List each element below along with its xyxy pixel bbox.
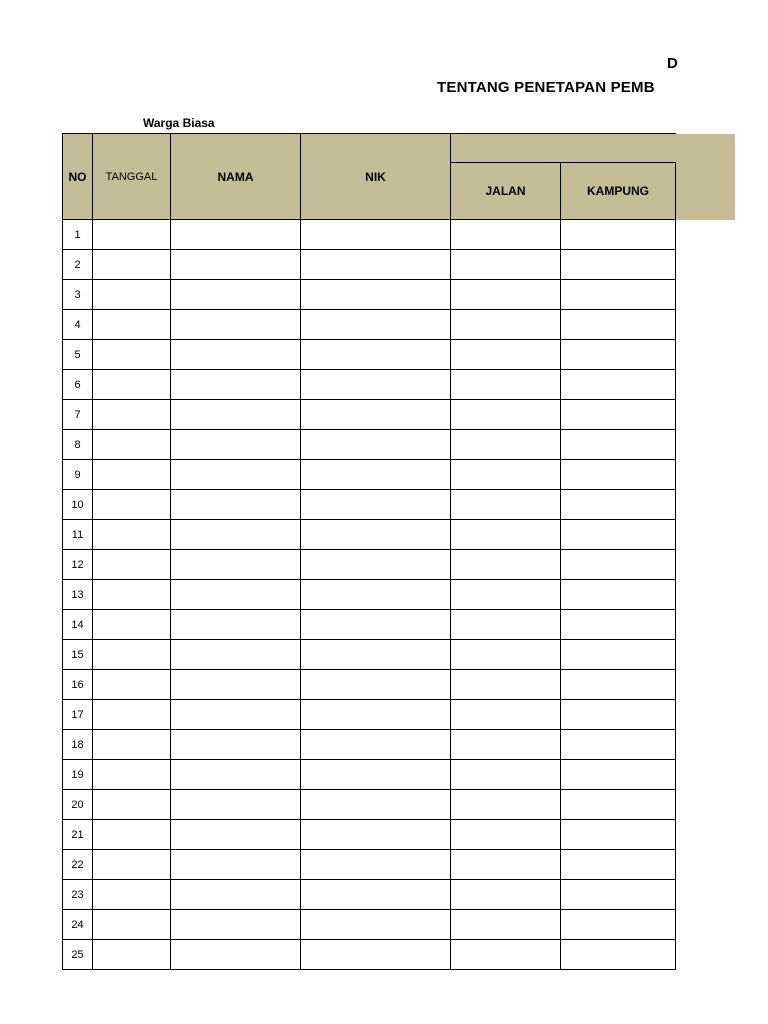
cell-nama[interactable] <box>171 730 301 760</box>
cell-tanggal[interactable] <box>93 250 171 280</box>
table-row <box>63 460 676 490</box>
cell-jalan[interactable] <box>451 460 561 490</box>
cell-nik[interactable] <box>301 880 451 910</box>
cell-jalan[interactable] <box>451 340 561 370</box>
cell-jalan[interactable] <box>451 760 561 790</box>
table-row <box>63 520 676 550</box>
table-row <box>63 490 676 520</box>
cell-nik[interactable] <box>301 400 451 430</box>
column-header-nama: NAMA <box>171 134 301 220</box>
cell-kampung[interactable] <box>561 310 676 340</box>
table-row <box>63 580 676 610</box>
cell-kampung[interactable] <box>561 340 676 370</box>
cell-tanggal[interactable] <box>93 790 171 820</box>
cell-tanggal[interactable] <box>93 460 171 490</box>
cell-tanggal[interactable] <box>93 760 171 790</box>
cell-no: 1 <box>63 220 93 250</box>
table-row <box>63 430 676 460</box>
cell-kampung[interactable] <box>561 550 676 580</box>
cell-nik[interactable] <box>301 730 451 760</box>
cell-nik[interactable] <box>301 550 451 580</box>
cell-no: 7 <box>63 400 93 430</box>
cell-jalan[interactable] <box>451 280 561 310</box>
cell-jalan[interactable] <box>451 730 561 760</box>
cell-nama[interactable] <box>171 910 301 940</box>
cell-tanggal[interactable] <box>93 400 171 430</box>
cell-nama[interactable] <box>171 640 301 670</box>
cell-nik[interactable] <box>301 760 451 790</box>
cell-kampung[interactable] <box>561 520 676 550</box>
table-row <box>63 370 676 400</box>
cell-nik[interactable] <box>301 790 451 820</box>
cell-no: 5 <box>63 340 93 370</box>
cell-jalan[interactable] <box>451 370 561 400</box>
cell-no: 25 <box>63 940 93 970</box>
column-group-header <box>451 134 676 163</box>
cell-nik[interactable] <box>301 610 451 640</box>
cell-kampung[interactable] <box>561 670 676 700</box>
cell-kampung[interactable] <box>561 220 676 250</box>
cell-jalan[interactable] <box>451 520 561 550</box>
cell-tanggal[interactable] <box>93 910 171 940</box>
cell-jalan[interactable] <box>451 910 561 940</box>
cell-nik[interactable] <box>301 340 451 370</box>
cell-tanggal[interactable] <box>93 880 171 910</box>
cell-tanggal[interactable] <box>93 520 171 550</box>
cell-no: 11 <box>63 520 93 550</box>
cell-nama[interactable] <box>171 790 301 820</box>
cell-jalan[interactable] <box>451 220 561 250</box>
cell-no: 21 <box>63 820 93 850</box>
sheet-subtitle: Warga Biasa <box>143 116 215 130</box>
cell-kampung[interactable] <box>561 280 676 310</box>
cell-kampung[interactable] <box>561 940 676 970</box>
cell-nama[interactable] <box>171 310 301 340</box>
cell-tanggal[interactable] <box>93 640 171 670</box>
cell-nik[interactable] <box>301 910 451 940</box>
cell-nama[interactable] <box>171 580 301 610</box>
cell-no: 17 <box>63 700 93 730</box>
cell-no: 6 <box>63 370 93 400</box>
table-row <box>63 640 676 670</box>
cell-tanggal[interactable] <box>93 550 171 580</box>
table-row <box>63 340 676 370</box>
cell-nama[interactable] <box>171 490 301 520</box>
document-title-line1: D <box>667 55 678 72</box>
cell-nik[interactable] <box>301 370 451 400</box>
document-title-line2: TENTANG PENETAPAN PEMB <box>437 79 655 96</box>
member-table <box>62 133 676 970</box>
table-row <box>63 940 676 970</box>
cell-nama[interactable] <box>171 550 301 580</box>
cell-nik[interactable] <box>301 700 451 730</box>
column-header-tanggal: TANGGAL <box>93 134 171 220</box>
cell-nama[interactable] <box>171 760 301 790</box>
cell-jalan[interactable] <box>451 580 561 610</box>
cell-tanggal[interactable] <box>93 370 171 400</box>
cell-nik[interactable] <box>301 250 451 280</box>
table-row <box>63 400 676 430</box>
table-row <box>63 760 676 790</box>
cell-kampung[interactable] <box>561 730 676 760</box>
table-row <box>63 220 676 250</box>
cell-nik[interactable] <box>301 670 451 700</box>
cell-no: 20 <box>63 790 93 820</box>
cell-nama[interactable] <box>171 430 301 460</box>
cell-nik[interactable] <box>301 940 451 970</box>
table-row <box>63 250 676 280</box>
cell-jalan[interactable] <box>451 940 561 970</box>
cell-tanggal[interactable] <box>93 730 171 760</box>
cell-nama[interactable] <box>171 850 301 880</box>
cell-no: 2 <box>63 250 93 280</box>
cell-nama[interactable] <box>171 880 301 910</box>
cell-jalan[interactable] <box>451 790 561 820</box>
cell-no: 18 <box>63 730 93 760</box>
cell-tanggal[interactable] <box>93 610 171 640</box>
table-row <box>63 280 676 310</box>
cell-tanggal[interactable] <box>93 670 171 700</box>
cell-nik[interactable] <box>301 490 451 520</box>
column-header-jalan: JALAN <box>451 163 561 220</box>
cell-jalan[interactable] <box>451 640 561 670</box>
cell-nama[interactable] <box>171 370 301 400</box>
cell-nama[interactable] <box>171 460 301 490</box>
cell-no: 22 <box>63 850 93 880</box>
cell-tanggal[interactable] <box>93 280 171 310</box>
table-row <box>63 910 676 940</box>
cell-nik[interactable] <box>301 520 451 550</box>
table-row <box>63 610 676 640</box>
table-row <box>63 730 676 760</box>
cell-nik[interactable] <box>301 460 451 490</box>
cell-kampung[interactable] <box>561 490 676 520</box>
cell-kampung[interactable] <box>561 790 676 820</box>
cell-no: 8 <box>63 430 93 460</box>
cell-no: 13 <box>63 580 93 610</box>
table-row <box>63 550 676 580</box>
cell-no: 4 <box>63 310 93 340</box>
cell-nik[interactable] <box>301 220 451 250</box>
cell-no: 16 <box>63 670 93 700</box>
cell-no: 24 <box>63 910 93 940</box>
cell-nama[interactable] <box>171 280 301 310</box>
cell-no: 9 <box>63 460 93 490</box>
cell-kampung[interactable] <box>561 460 676 490</box>
cell-nama[interactable] <box>171 250 301 280</box>
cell-tanggal[interactable] <box>93 490 171 520</box>
cell-kampung[interactable] <box>561 850 676 880</box>
cell-no: 10 <box>63 490 93 520</box>
table-row <box>63 790 676 820</box>
cell-nama[interactable] <box>171 940 301 970</box>
cell-nik[interactable] <box>301 430 451 460</box>
header-fill-extension <box>675 134 735 220</box>
cell-no: 3 <box>63 280 93 310</box>
table-row <box>63 310 676 340</box>
cell-nik[interactable] <box>301 820 451 850</box>
cell-kampung[interactable] <box>561 640 676 670</box>
table-row <box>63 850 676 880</box>
cell-tanggal[interactable] <box>93 850 171 880</box>
column-header-no: NO <box>63 134 93 220</box>
cell-jalan[interactable] <box>451 400 561 430</box>
cell-kampung[interactable] <box>561 760 676 790</box>
cell-kampung[interactable] <box>561 400 676 430</box>
cell-jalan[interactable] <box>451 610 561 640</box>
cell-no: 14 <box>63 610 93 640</box>
cell-nik[interactable] <box>301 580 451 610</box>
cell-jalan[interactable] <box>451 670 561 700</box>
cell-kampung[interactable] <box>561 820 676 850</box>
cell-jalan[interactable] <box>451 820 561 850</box>
cell-tanggal[interactable] <box>93 430 171 460</box>
cell-kampung[interactable] <box>561 250 676 280</box>
cell-jalan[interactable] <box>451 850 561 880</box>
cell-tanggal[interactable] <box>93 340 171 370</box>
cell-nik[interactable] <box>301 280 451 310</box>
cell-jalan[interactable] <box>451 430 561 460</box>
cell-nik[interactable] <box>301 850 451 880</box>
cell-kampung[interactable] <box>561 700 676 730</box>
cell-nik[interactable] <box>301 310 451 340</box>
cell-jalan[interactable] <box>451 310 561 340</box>
cell-jalan[interactable] <box>451 250 561 280</box>
cell-jalan[interactable] <box>451 490 561 520</box>
cell-nama[interactable] <box>171 610 301 640</box>
cell-no: 12 <box>63 550 93 580</box>
cell-nama[interactable] <box>171 820 301 850</box>
cell-nama[interactable] <box>171 400 301 430</box>
table-row <box>63 700 676 730</box>
cell-kampung[interactable] <box>561 580 676 610</box>
cell-jalan[interactable] <box>451 700 561 730</box>
table-body <box>63 220 676 970</box>
cell-nik[interactable] <box>301 640 451 670</box>
cell-nama[interactable] <box>171 220 301 250</box>
table-row <box>63 670 676 700</box>
cell-kampung[interactable] <box>561 430 676 460</box>
cell-tanggal[interactable] <box>93 310 171 340</box>
cell-jalan[interactable] <box>451 880 561 910</box>
cell-no: 23 <box>63 880 93 910</box>
cell-kampung[interactable] <box>561 880 676 910</box>
table-row <box>63 820 676 850</box>
cell-nama[interactable] <box>171 700 301 730</box>
cell-kampung[interactable] <box>561 910 676 940</box>
column-header-nik: NIK <box>301 134 451 220</box>
cell-tanggal[interactable] <box>93 220 171 250</box>
cell-kampung[interactable] <box>561 370 676 400</box>
cell-jalan[interactable] <box>451 550 561 580</box>
cell-no: 19 <box>63 760 93 790</box>
cell-tanggal[interactable] <box>93 940 171 970</box>
cell-tanggal[interactable] <box>93 820 171 850</box>
cell-tanggal[interactable] <box>93 700 171 730</box>
cell-tanggal[interactable] <box>93 580 171 610</box>
cell-kampung[interactable] <box>561 610 676 640</box>
table-row <box>63 880 676 910</box>
cell-nama[interactable] <box>171 520 301 550</box>
cell-no: 15 <box>63 640 93 670</box>
column-header-kampung: KAMPUNG <box>561 163 676 220</box>
cell-nama[interactable] <box>171 340 301 370</box>
cell-nama[interactable] <box>171 670 301 700</box>
